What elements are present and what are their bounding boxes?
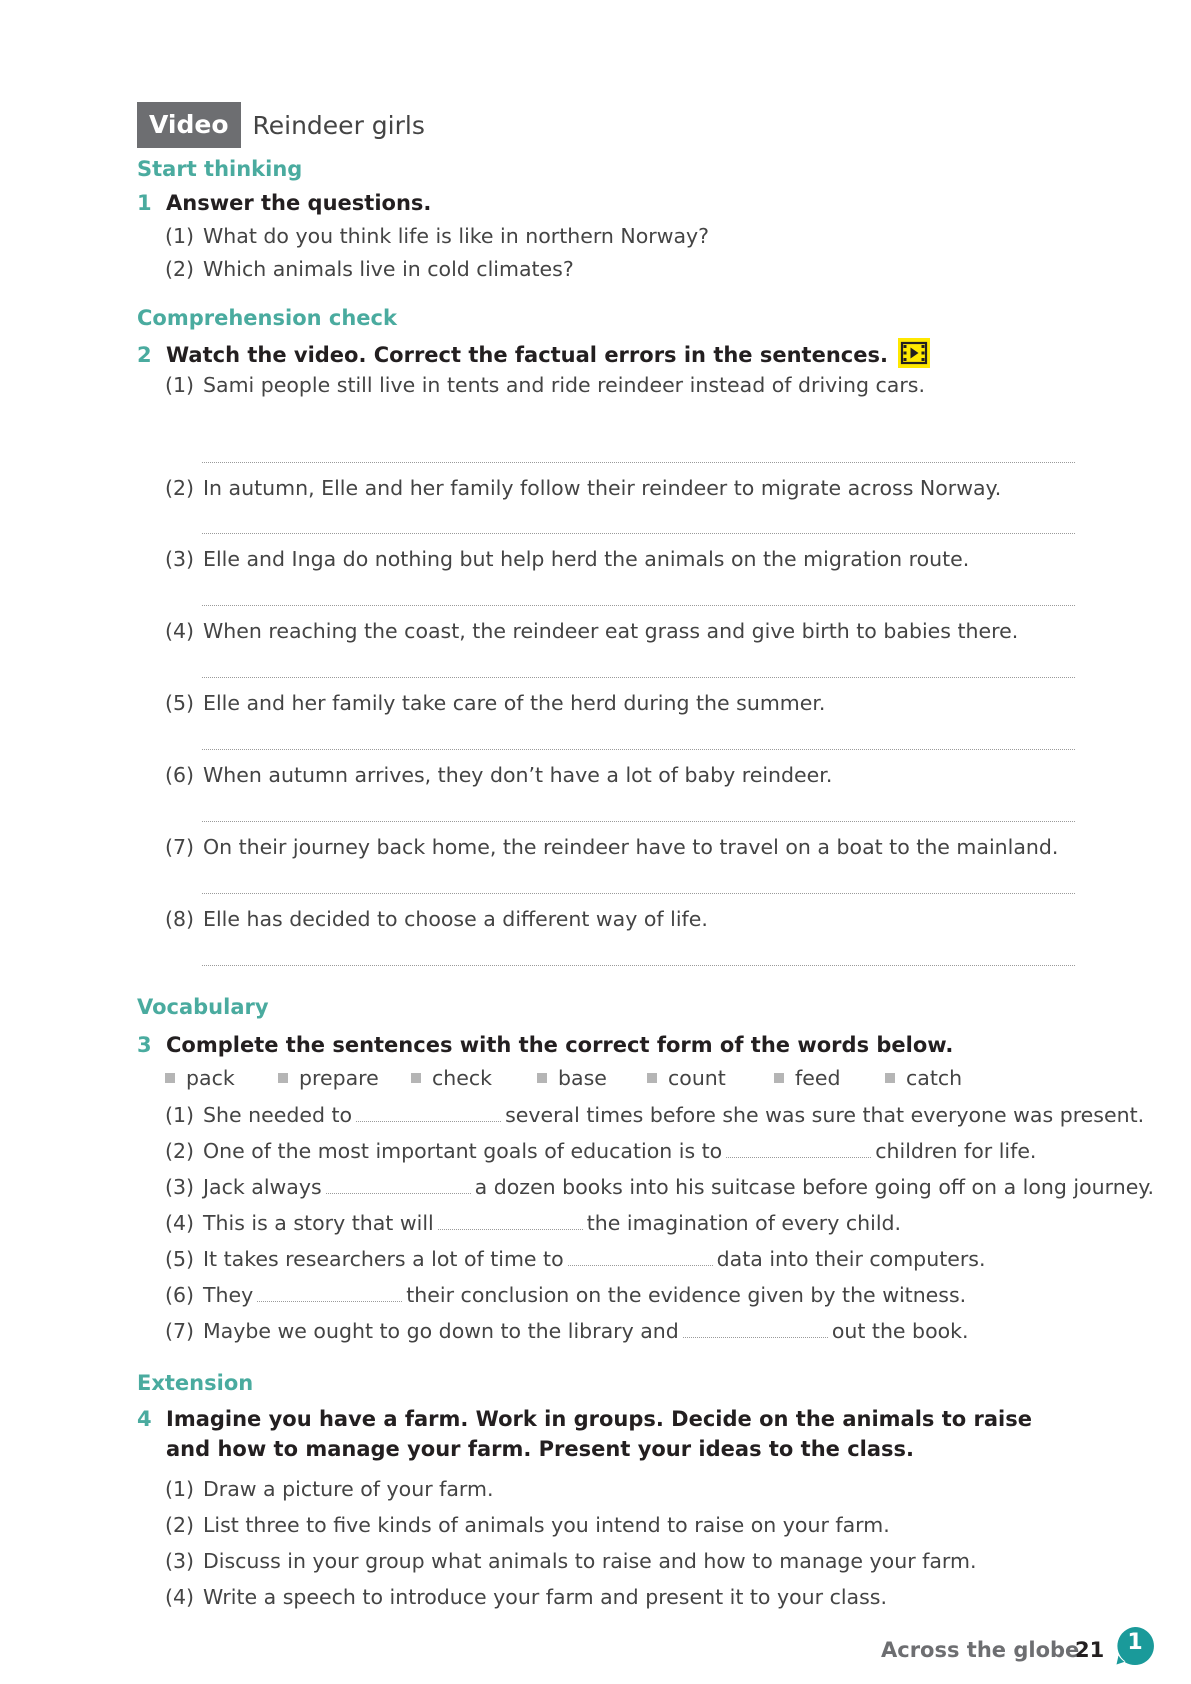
item-text: When autumn arrives, they don’t have a lot of baby reindeer. [203,763,833,787]
item-number: (4) [165,1211,195,1235]
item-number: (3) [165,1175,195,1199]
item-text: List three to five kinds of animals you intend to raise on your farm. [203,1513,890,1537]
item-number: (2) [165,1139,195,1163]
list-item [165,1511,890,1539]
fill-in-item [165,1101,1144,1129]
task-number: 1 [137,191,152,215]
item-text: On their journey back home, the reindeer have to travel on a boat to the mainland. [203,835,1059,859]
item-text: Elle has decided to choose a different way of life. [203,907,708,931]
task-instruction: Complete the sentences with the correct form of the words below. [166,1033,954,1057]
word-bank-item: base [537,1066,647,1090]
square-bullet-icon [165,1073,175,1083]
item-text: Which animals live in cold climates? [203,257,574,281]
item-number: (2) [165,257,195,281]
list-item [165,905,708,933]
task-4 [137,1404,1066,1464]
fill-in-item [165,1173,1154,1201]
task-number: 4 [137,1407,152,1431]
square-bullet-icon [885,1073,895,1083]
list-item [165,1583,887,1611]
item-text: In autumn, Elle and her family follow their reindeer to migrate across Norway. [203,476,1002,500]
answer-line[interactable] [202,893,1075,894]
answer-line[interactable] [202,749,1075,750]
item-text: Draw a picture of your farm. [203,1477,494,1501]
answer-line[interactable] [202,533,1075,534]
item-number: (3) [165,547,195,571]
fill-in-item [165,1209,901,1237]
word-bank-item: catch [885,1066,962,1090]
item-number: (5) [165,1247,195,1271]
answer-line[interactable] [202,821,1075,822]
item-text-after: the imagination of every child. [586,1211,902,1235]
video-film-icon [898,338,930,368]
item-text-after: out the book. [831,1319,969,1343]
unit-number: 1 [1127,1630,1143,1655]
task-3 [137,1030,1066,1060]
blank-field[interactable] [257,1283,402,1302]
list-item [165,222,709,250]
blank-field[interactable] [438,1211,583,1230]
item-text-before: She needed to [203,1103,353,1127]
list-item [165,1547,977,1575]
item-text: When reaching the coast, the reindeer eat grass and give birth to babies there. [203,619,1019,643]
item-text-after: a dozen books into his suitcase before going off on a long journey. [474,1175,1155,1199]
item-number: (4) [165,1585,195,1609]
item-text-before: Jack always [203,1175,322,1199]
video-tag: Video [137,102,241,148]
item-number: (1) [165,373,195,397]
item-text: Elle and Inga do nothing but help herd the animals on the migration route. [203,547,970,571]
task-instruction: Answer the questions. [166,191,432,215]
square-bullet-icon [411,1073,421,1083]
list-item [165,255,574,283]
item-number: (6) [165,1283,195,1307]
item-text-after: data into their computers. [716,1247,986,1271]
item-text: Sami people still live in tents and ride reindeer instead of driving cars. [203,373,925,397]
fill-in-item [165,1137,1036,1165]
item-number: (1) [165,1103,195,1127]
item-text-before: It takes researchers a lot of time to [203,1247,564,1271]
item-text: Elle and her family take care of the herd during the summer. [203,691,826,715]
fill-in-item [165,1281,966,1309]
list-item [165,761,832,789]
item-text-before: One of the most important goals of education is to [203,1139,723,1163]
item-text-before: This is a story that will [203,1211,434,1235]
item-number: (3) [165,1549,195,1573]
blank-field[interactable] [683,1319,828,1338]
blank-field[interactable] [356,1103,501,1122]
item-text-after: their conclusion on the evidence given by the witness. [406,1283,967,1307]
task-2 [137,340,1066,371]
item-number: (2) [165,476,195,500]
answer-line[interactable] [202,462,1075,463]
task-instruction: Imagine you have a farm. Work in groups. Decide on the animals to raise and how to manage your farm. Present your ideas to the class. [166,1407,1032,1461]
word-bank-item: count [647,1066,774,1090]
square-bullet-icon [278,1073,288,1083]
square-bullet-icon [647,1073,657,1083]
page-footer [0,1626,1191,1676]
fill-in-item [165,1317,969,1345]
list-item [165,689,825,717]
task-1 [137,188,1066,218]
list-item [165,617,1018,645]
square-bullet-icon [537,1073,547,1083]
list-item [165,833,1058,861]
word-bank-item: prepare [278,1066,411,1090]
section-heading-vocabulary: Vocabulary [137,995,269,1019]
section-heading-extension: Extension [137,1371,254,1395]
square-bullet-icon [774,1073,784,1083]
blank-field[interactable] [568,1247,713,1266]
answer-line[interactable] [202,965,1075,966]
list-item [165,1475,493,1503]
blank-field[interactable] [726,1139,871,1158]
item-text-after: children for life. [875,1139,1037,1163]
word-bank [165,1066,962,1090]
item-text-before: Maybe we ought to go down to the library and [203,1319,679,1343]
item-text-before: They [203,1283,254,1307]
list-item [165,545,969,573]
list-item [165,371,925,399]
footer-unit-title: Across the globe [881,1638,1080,1662]
item-text-after: several times before she was sure that everyone was present. [505,1103,1145,1127]
list-item [165,474,1001,502]
item-text: What do you think life is like in northern Norway? [203,224,710,248]
item-number: (1) [165,1477,195,1501]
task-number: 3 [137,1033,152,1057]
word-bank-item: feed [774,1066,885,1090]
word-bank-item: pack [165,1066,278,1090]
task-instruction: Watch the video. Correct the factual errors in the sentences. [166,343,888,367]
item-number: (7) [165,1319,195,1343]
section-heading-comprehension-check: Comprehension check [137,306,397,330]
item-text: Write a speech to introduce your farm and present it to your class. [203,1585,887,1609]
answer-line[interactable] [202,677,1075,678]
word-bank-item: check [411,1066,537,1090]
item-number: (6) [165,763,195,787]
item-text: Discuss in your group what animals to raise and how to manage your farm. [203,1549,977,1573]
item-number: (1) [165,224,195,248]
page-number: 21 [1075,1638,1105,1662]
video-header [137,102,425,148]
section-heading-start-thinking: Start thinking [137,157,303,181]
item-number: (5) [165,691,195,715]
item-number: (4) [165,619,195,643]
item-number: (2) [165,1513,195,1537]
item-number: (7) [165,835,195,859]
task-number: 2 [137,343,152,367]
video-title: Reindeer girls [252,110,425,140]
answer-line[interactable] [202,605,1075,606]
item-number: (8) [165,907,195,931]
fill-in-item [165,1245,985,1273]
blank-field[interactable] [326,1175,471,1194]
